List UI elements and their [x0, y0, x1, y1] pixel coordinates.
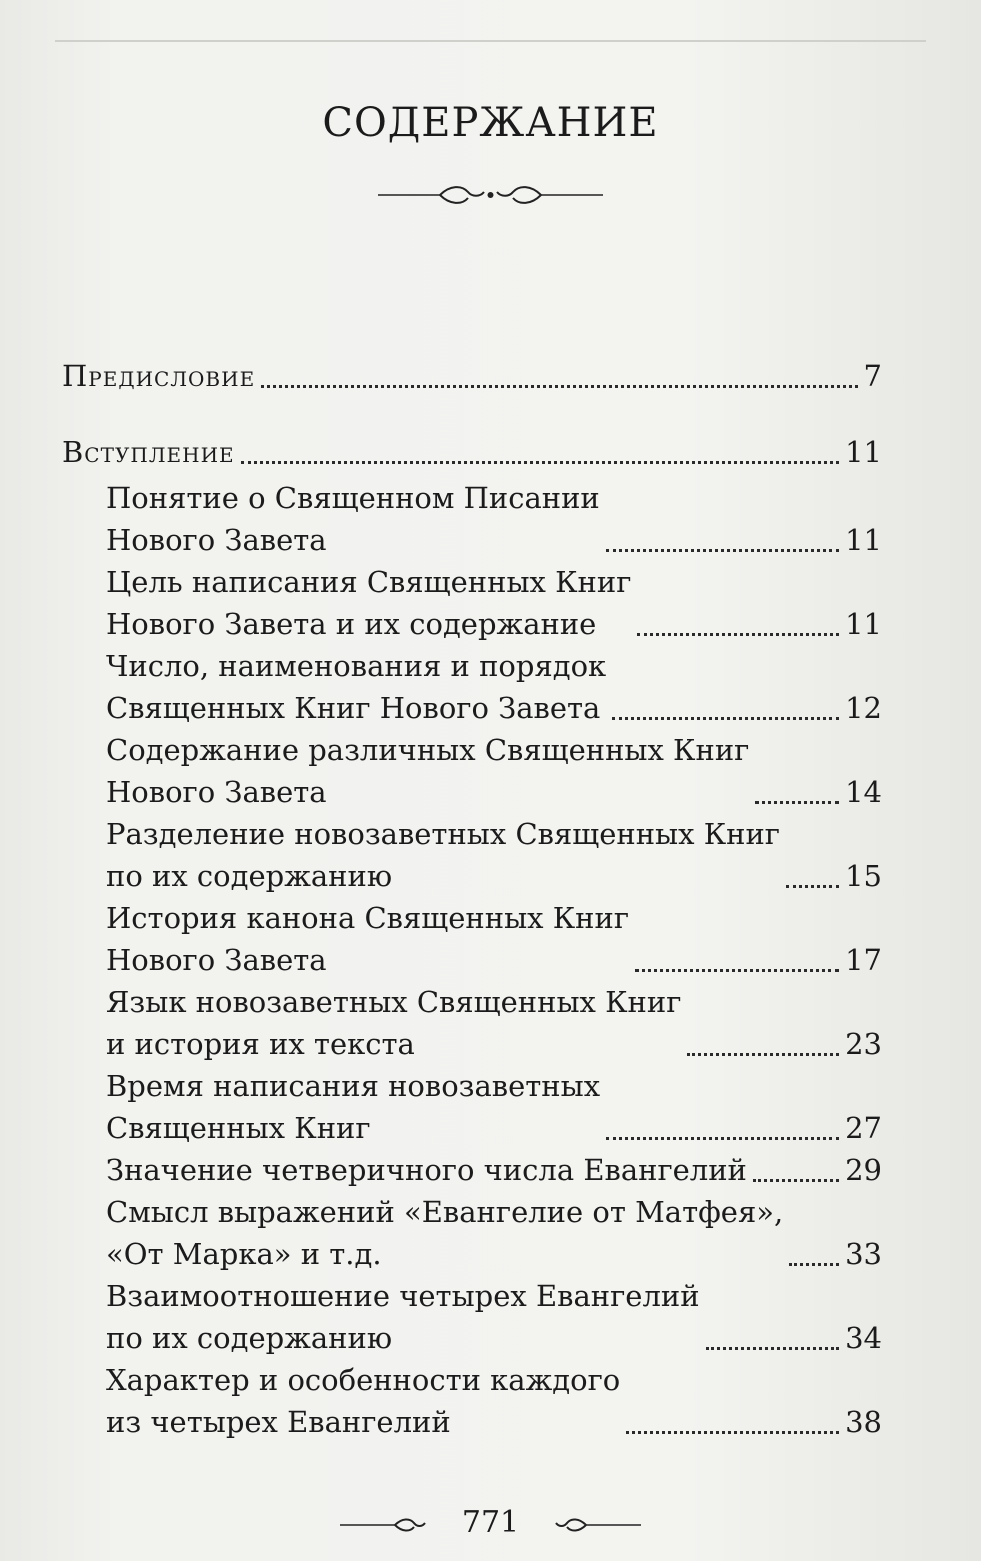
toc-entry-page: 14	[845, 775, 882, 809]
toc-entry[interactable]	[62, 477, 882, 561]
toc-entry-page: 38	[845, 1405, 882, 1439]
toc-entry-label: Число, наименования и порядок Священных Книг Нового Завета	[106, 649, 607, 725]
toc-entry-label: Вступление	[62, 435, 235, 469]
dot-leader	[261, 385, 857, 388]
toc-entry-label: Понятие о Священном Писании Нового Завета	[106, 481, 600, 557]
dot-leader	[637, 633, 839, 636]
dot-leader	[755, 801, 839, 804]
dot-leader	[706, 1347, 840, 1350]
toc-entry-preface[interactable]	[62, 355, 882, 397]
dot-leader	[687, 1053, 839, 1056]
toc-entry-label: Взаимоотношение четырех Евангелий по их содержанию	[106, 1279, 700, 1355]
toc-entry-label: Язык новозаветных Священных Книг и история их текста	[106, 985, 682, 1061]
toc-entry-page: 23	[845, 1027, 882, 1061]
top-rule	[55, 40, 926, 42]
page-title: СОДЕРЖАНИЕ	[322, 100, 659, 146]
dot-leader	[612, 717, 839, 720]
toc-entry-label: Время написания новозаветных Священных Книг	[106, 1069, 601, 1145]
toc-entry[interactable]	[62, 645, 882, 729]
toc-entry-introduction[interactable]	[62, 431, 882, 473]
toc-entry-page: 27	[845, 1111, 882, 1145]
toc-entry[interactable]	[62, 1065, 882, 1149]
dot-leader	[753, 1179, 839, 1182]
toc-entry-page: 34	[845, 1321, 882, 1355]
toc-entry[interactable]	[62, 561, 882, 645]
toc-entry-label: Значение четверичного числа Евангелий	[106, 1153, 747, 1187]
toc-entry[interactable]	[62, 981, 882, 1065]
toc-entry[interactable]	[62, 897, 882, 981]
toc-entry[interactable]	[62, 1275, 882, 1359]
toc-entry-label: Характер и особенности каждого из четырех Евангелий	[106, 1363, 621, 1439]
toc-entry[interactable]	[62, 1359, 882, 1443]
toc-entry-page: 12	[845, 691, 882, 725]
toc-entry-label: Смысл выражений «Евангелие от Матфея», «От Марка» и т.д.	[106, 1195, 784, 1271]
toc-entry-page: 33	[845, 1237, 882, 1271]
toc-entry[interactable]	[62, 729, 882, 813]
toc-entry-label: История канона Священных Книг Нового Завета	[106, 901, 630, 977]
toc-entry-page: 17	[845, 943, 882, 977]
ornament-divider-icon	[0, 180, 981, 210]
toc-entry-page: 15	[845, 859, 882, 893]
dot-leader	[606, 1137, 839, 1140]
toc-entry-label: Цель написания Священных Книг Нового Завета и их содержание	[106, 565, 632, 641]
toc-entry-label: Разделение новозаветных Священных Книг по их содержанию	[106, 817, 780, 893]
dot-leader	[626, 1431, 839, 1434]
toc-entry-page: 11	[845, 607, 882, 641]
table-of-contents	[62, 355, 882, 1443]
dot-leader	[786, 885, 839, 888]
toc-entry-page: 11	[845, 523, 882, 557]
toc-entry[interactable]	[62, 1191, 882, 1275]
toc-entry-page: 29	[845, 1153, 882, 1187]
toc-entry-page: 11	[845, 435, 882, 469]
toc-entry[interactable]	[62, 1149, 882, 1191]
dot-leader	[606, 549, 839, 552]
toc-entry-page: 7	[863, 359, 882, 393]
page-number: 771	[461, 1505, 520, 1540]
page-footer	[0, 1505, 981, 1545]
toc-entry[interactable]	[62, 813, 882, 897]
dot-leader	[241, 461, 839, 464]
dot-leader	[789, 1263, 839, 1266]
dot-leader	[635, 969, 839, 972]
toc-entry-label: Содержание различных Священных Книг Нового Завета	[106, 733, 750, 809]
toc-entry-label: Предисловие	[62, 359, 256, 393]
